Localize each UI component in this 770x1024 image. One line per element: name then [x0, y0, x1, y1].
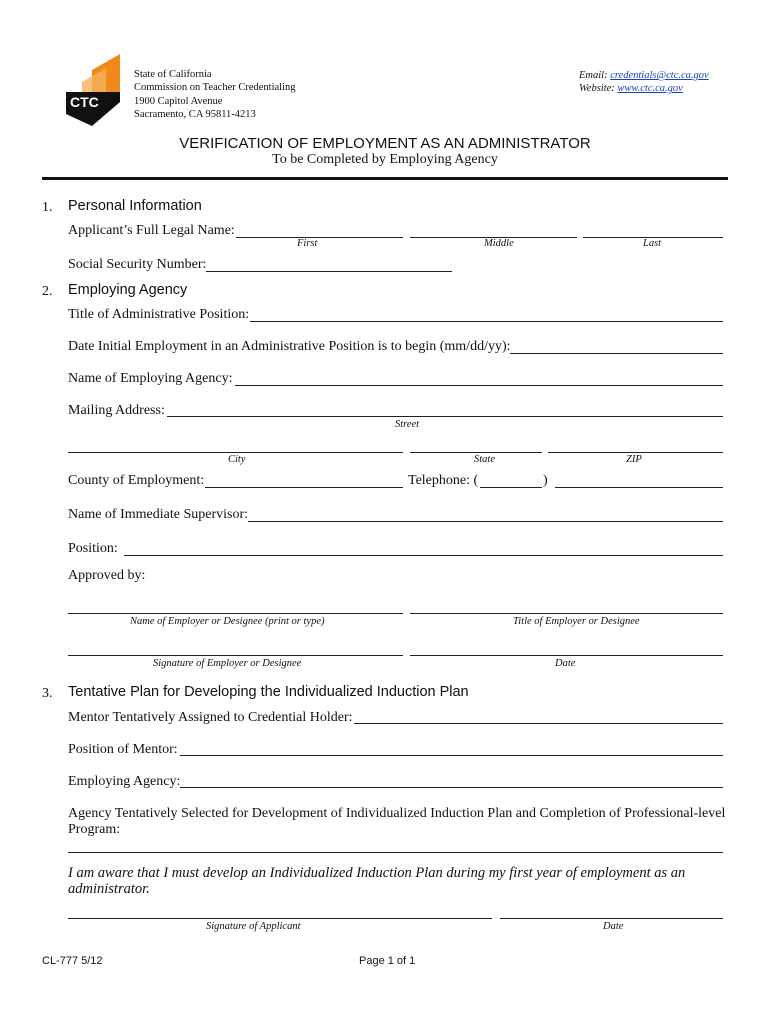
supervisor-field[interactable]	[248, 521, 723, 522]
applicant-signature-field[interactable]	[68, 918, 492, 919]
applicant-date-field[interactable]	[500, 918, 723, 919]
agency-line: State of California	[134, 69, 212, 80]
section1-number: 1.	[42, 200, 53, 215]
form-subtitle: To be Completed by Employing Agency	[272, 152, 498, 167]
applicant-date-caption: Date	[603, 921, 624, 932]
telephone-label: Telephone: (	[408, 473, 479, 488]
employer-name-caption: Name of Employer or Designee (print or type)	[130, 616, 325, 627]
mentor-field[interactable]	[354, 723, 723, 724]
email-link[interactable]: credentials@ctc.ca.gov	[610, 70, 709, 81]
approved-label: Approved by:	[68, 568, 146, 583]
section3-number: 3.	[42, 686, 53, 701]
agency-name-label: Name of Employing Agency:	[68, 371, 233, 386]
title-rule	[42, 177, 728, 180]
ssn-label: Social Security Number:	[68, 257, 207, 272]
employer-title-caption: Title of Employer or Designee	[513, 616, 640, 627]
form-code: CL-777 5/12	[42, 955, 103, 967]
state-field[interactable]	[410, 452, 542, 453]
agency-address	[134, 68, 296, 122]
street-caption: Street	[395, 419, 420, 430]
agency-selected-label-line1: Agency Tentatively Selected for Development of Individualized Induction Plan and Completion of Professional-level	[68, 806, 726, 821]
website-link[interactable]: www.ctc.ca.gov	[617, 83, 683, 95]
telephone-close: )	[543, 473, 548, 488]
form-title: VERIFICATION OF EMPLOYMENT AS AN ADMINISTRATOR	[179, 135, 591, 152]
agency-name-field[interactable]	[235, 385, 723, 386]
position-field[interactable]	[124, 555, 723, 556]
statement-line1: I am aware that I must develop an Individualized Induction Plan during my first year of employment as an	[68, 865, 686, 881]
agency-line: Sacramento, CA 95811-4213	[134, 109, 256, 121]
employer-date-caption: Date	[555, 658, 576, 669]
agency-selected-label-line2: Program:	[68, 822, 121, 837]
agency-line: Commission on Teacher Credentialing	[134, 82, 296, 94]
section3-heading: Tentative Plan for Developing the Individualized Induction Plan	[68, 684, 469, 700]
employing-agency-label: Employing Agency:	[68, 774, 181, 789]
city-field[interactable]	[68, 452, 403, 453]
first-name-field[interactable]	[236, 237, 403, 238]
city-caption: City	[228, 454, 246, 465]
mentor-label: Mentor Tentatively Assigned to Credential Holder:	[68, 710, 353, 725]
section2-heading: Employing Agency	[68, 282, 188, 298]
section1-heading: Personal Information	[68, 198, 202, 214]
county-label: County of Employment:	[68, 473, 205, 488]
email-label: Email:	[579, 70, 608, 81]
mailing-label: Mailing Address:	[68, 403, 165, 418]
first-caption: First	[297, 238, 318, 249]
employer-signature-caption: Signature of Employer or Designee	[153, 658, 302, 669]
employer-title-field[interactable]	[410, 613, 723, 614]
date-initial-field[interactable]	[510, 353, 723, 354]
supervisor-label: Name of Immediate Supervisor:	[68, 507, 249, 522]
agency-line: 1900 Capitol Avenue	[134, 95, 223, 107]
last-caption: Last	[643, 238, 662, 249]
employer-date-field[interactable]	[410, 655, 723, 656]
mentor-position-field[interactable]	[180, 755, 723, 756]
logo-text: CTC	[70, 94, 99, 110]
ctc-logo	[62, 52, 132, 128]
title-position-field[interactable]	[250, 321, 723, 322]
title-position-label: Title of Administrative Position:	[68, 307, 250, 322]
county-field[interactable]	[205, 487, 403, 488]
area-code-field[interactable]	[480, 487, 542, 488]
page-number: Page 1 of 1	[359, 955, 416, 967]
employer-name-field[interactable]	[68, 613, 403, 614]
state-caption: State	[474, 454, 495, 465]
applicant-signature-caption: Signature of Applicant	[206, 921, 301, 932]
ssn-field[interactable]	[206, 271, 452, 272]
contact-block	[579, 69, 709, 96]
position-label: Position:	[68, 541, 118, 556]
street-field[interactable]	[167, 416, 723, 417]
date-initial-label: Date Initial Employment in an Administrative Position is to begin (mm/dd/yy):	[68, 339, 511, 354]
section2-number: 2.	[42, 284, 53, 299]
zip-field[interactable]	[548, 452, 723, 453]
employer-signature-field[interactable]	[68, 655, 403, 656]
telephone-field[interactable]	[555, 487, 723, 488]
employing-agency-field[interactable]	[180, 787, 723, 788]
middle-caption: Middle	[484, 238, 514, 249]
mentor-position-label: Position of Mentor:	[68, 742, 178, 757]
zip-caption: ZIP	[626, 454, 642, 465]
website-label: Website:	[579, 83, 615, 95]
agency-selected-field[interactable]	[68, 852, 723, 853]
statement-line2: administrator.	[68, 881, 150, 897]
full-name-label: Applicant’s Full Legal Name:	[68, 223, 235, 238]
